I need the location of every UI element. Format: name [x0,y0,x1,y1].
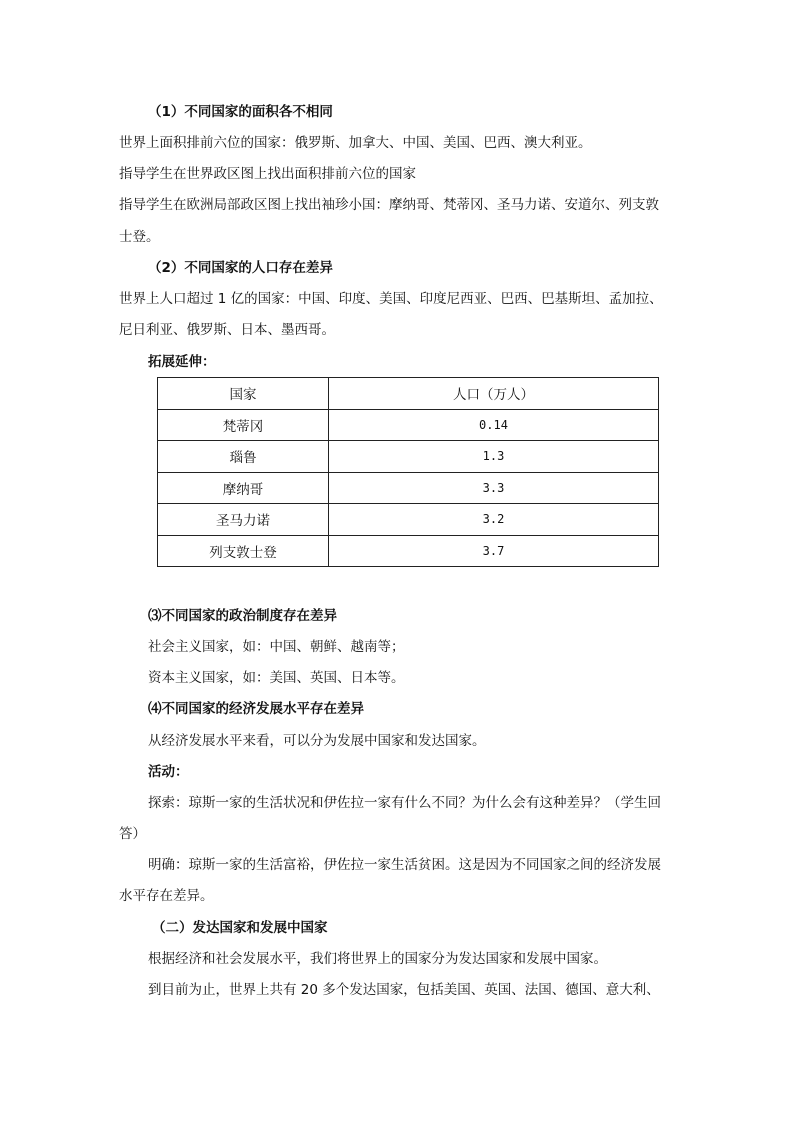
table-row [158,504,659,536]
section-heading-political: ⑶不同国家的政治制度存在差异 [148,608,337,624]
paragraph-classification: 根据经济和社会发展水平，我们将世界上的国家分为发达国家和发展中国家。 [148,951,607,967]
table-cell-country: 圣马力诺 [158,504,329,536]
section-heading-area: （1）不同国家的面积各不相同 [148,104,333,120]
table-cell-country: 列支敦士登 [158,535,329,567]
table-row [158,472,659,504]
table-cell-country: 瑙鲁 [158,441,329,473]
paragraph-explore: 探索：琼斯一家的生活状况和伊佐拉一家有什么不同？为什么会有这种差异？（学生回 [148,795,661,811]
paragraph-population-over-100m-cont: 尼日利亚、俄罗斯、日本、墨西哥。 [119,322,335,338]
table-row [158,535,659,567]
table-header-population: 人口（万人） [329,378,659,410]
extension-label: 拓展延伸： [148,354,216,370]
paragraph-largest-countries: 世界上面积排前六位的国家：俄罗斯、加拿大、中国、美国、巴西、澳大利亚。 [119,135,592,151]
table-cell-population: 1.3 [329,441,659,473]
table-cell-population: 3.2 [329,504,659,536]
table-row [158,441,659,473]
activity-label: 活动： [148,764,189,780]
table-header-row [158,378,659,410]
population-table [157,377,659,567]
section-heading-economic: ⑷不同国家的经济发展水平存在差异 [148,701,364,717]
paragraph-socialist: 社会主义国家，如：中国、朝鲜、越南等； [148,639,405,655]
table-row [158,409,659,441]
paragraph-microstates: 指导学生在欧洲局部政区图上找出袖珍小国：摩纳哥、梵蒂冈、圣马力诺、安道尔、列支敦 [119,197,659,213]
paragraph-clarify: 明确：琼斯一家的生活富裕，伊佐拉一家生活贫困。这是因为不同国家之间的经济发展 [148,857,661,873]
table-header-country: 国家 [158,378,329,410]
paragraph-economic-levels: 从经济发展水平来看，可以分为发展中国家和发达国家。 [148,733,486,749]
table-cell-population: 3.7 [329,535,659,567]
table-cell-population: 0.14 [329,409,659,441]
paragraph-population-over-100m: 世界上人口超过 1 亿的国家：中国、印度、美国、印度尼西亚、巴西、巴基斯坦、孟加拉、 [119,291,663,307]
table-cell-population: 3.3 [329,472,659,504]
paragraph-microstates-cont: 士登。 [119,229,160,245]
table-cell-country: 摩纳哥 [158,472,329,504]
table-cell-country: 梵蒂冈 [158,409,329,441]
section-heading-developed: （二）发达国家和发展中国家 [152,920,328,936]
section-heading-population: （2）不同国家的人口存在差异 [148,260,333,276]
paragraph-explore-cont: 答） [119,826,146,842]
paragraph-clarify-cont: 水平存在差异。 [119,888,214,904]
paragraph-guide-world-map: 指导学生在世界政区图上找出面积排前六位的国家 [119,166,416,182]
paragraph-capitalist: 资本主义国家，如：美国、英国、日本等。 [148,670,405,686]
paragraph-developed-list: 到目前为止，世界上共有 20 多个发达国家，包括美国、英国、法国、德国、意大利、 [148,982,660,998]
